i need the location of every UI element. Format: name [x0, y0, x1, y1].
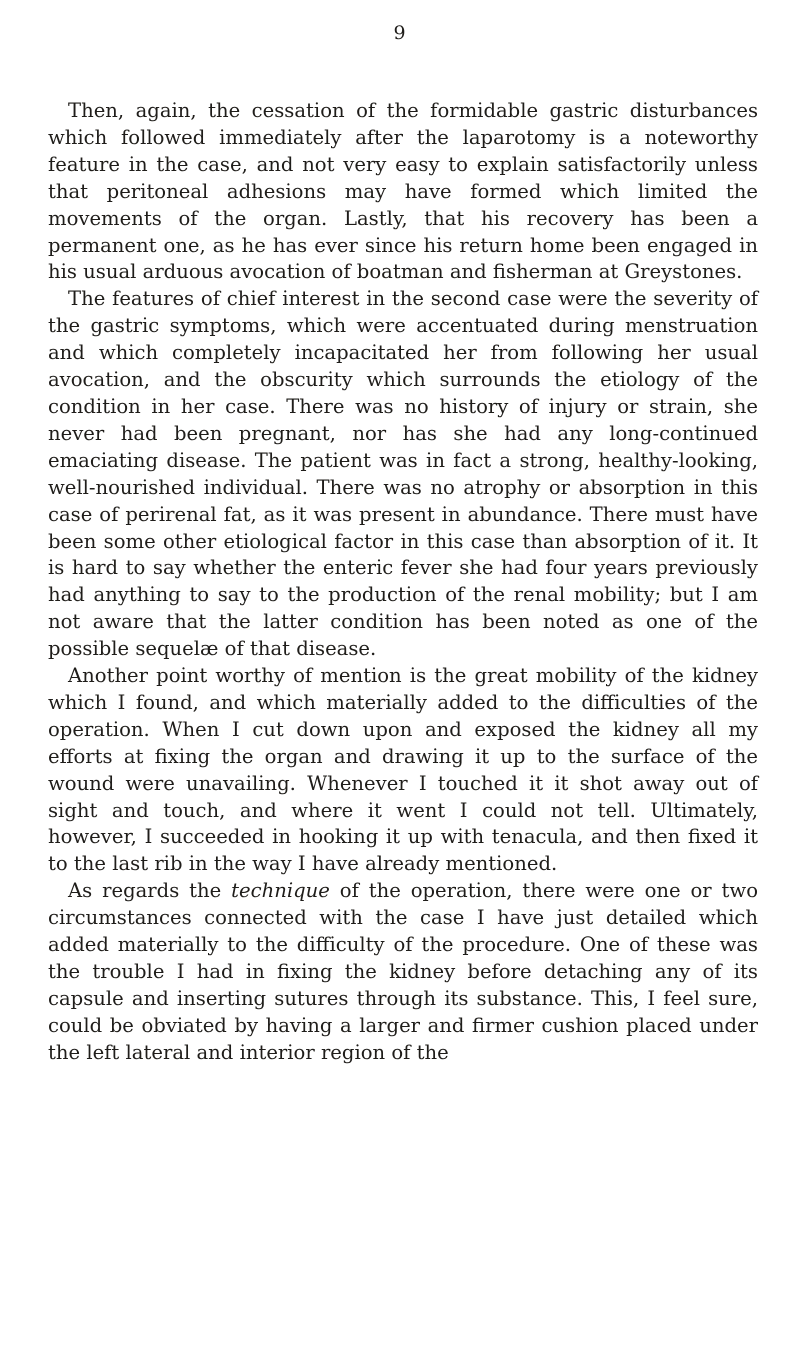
- paragraph-4-start: As regards the: [68, 879, 232, 903]
- paragraph-1: Then, again, the cessation of the formidable gastric disturbances which followed immediately after the laparotomy is a noteworthy feature in the case, and not very easy to explain satisfactorily unless that peritoneal adhesions may have formed which limited the movements of the organ. Lastly, that his recovery has been a permanent one, as he has ever since his return home been engaged in his usual arduous avocation of boatman and fisherman at Greystones.: [48, 99, 758, 284]
- body-text: [48, 98, 758, 1067]
- paragraph-2: The features of chief interest in the second case were the severity of the gastric symptoms, which were accentuated during menstruation and which completely incapacitated her from following her usual avocation, and the obscurity which surrounds the etiology of the condition in her case. There was no history of injury or strain, she never had been pregnant, nor has she had any long-continued emaciating disease. The patient was in fact a strong, healthy-looking, well-nourished individual. There was no atrophy or absorption in this case of perirenal fat, as it was present in abundance. There must have been some other etiological factor in this case than absorption of it. It is hard to say whether the enteric fever she had four years previously had anything to say to the production of the renal mobility; but I am not aware that the latter condition has been noted as one of the possible sequelæ of that disease.: [48, 287, 758, 661]
- paragraph-3: Another point worthy of mention is the great mobility of the kidney which I found, and which materially added to the difficulties of the operation. When I cut down upon and exposed the kidney all my efforts at fixing the organ and drawing it up to the surface of the wound were unavailing. Whenever I touched it it shot away out of sight and touch, and where it went I could not tell. Ultimately, however, I succeeded in hooking it up with tenacula, and then fixed it to the last rib in the way I have already mentioned.: [48, 664, 758, 876]
- emphasized-term: technique: [231, 879, 330, 903]
- paragraph-4: [48, 878, 758, 1066]
- paragraph-4-end: of the operation, there were one or two circumstances connected with the case I have just detailed which added materially to the difficulty of the procedure. One of these was the trouble I had in fixing the kidney before detaching any of its capsule and inserting sutures through its substance. This, I feel sure, could be obviated by having a larger and firmer cushion placed under the left lateral and interior region of the: [48, 879, 758, 1064]
- page-number: 9: [393, 22, 407, 44]
